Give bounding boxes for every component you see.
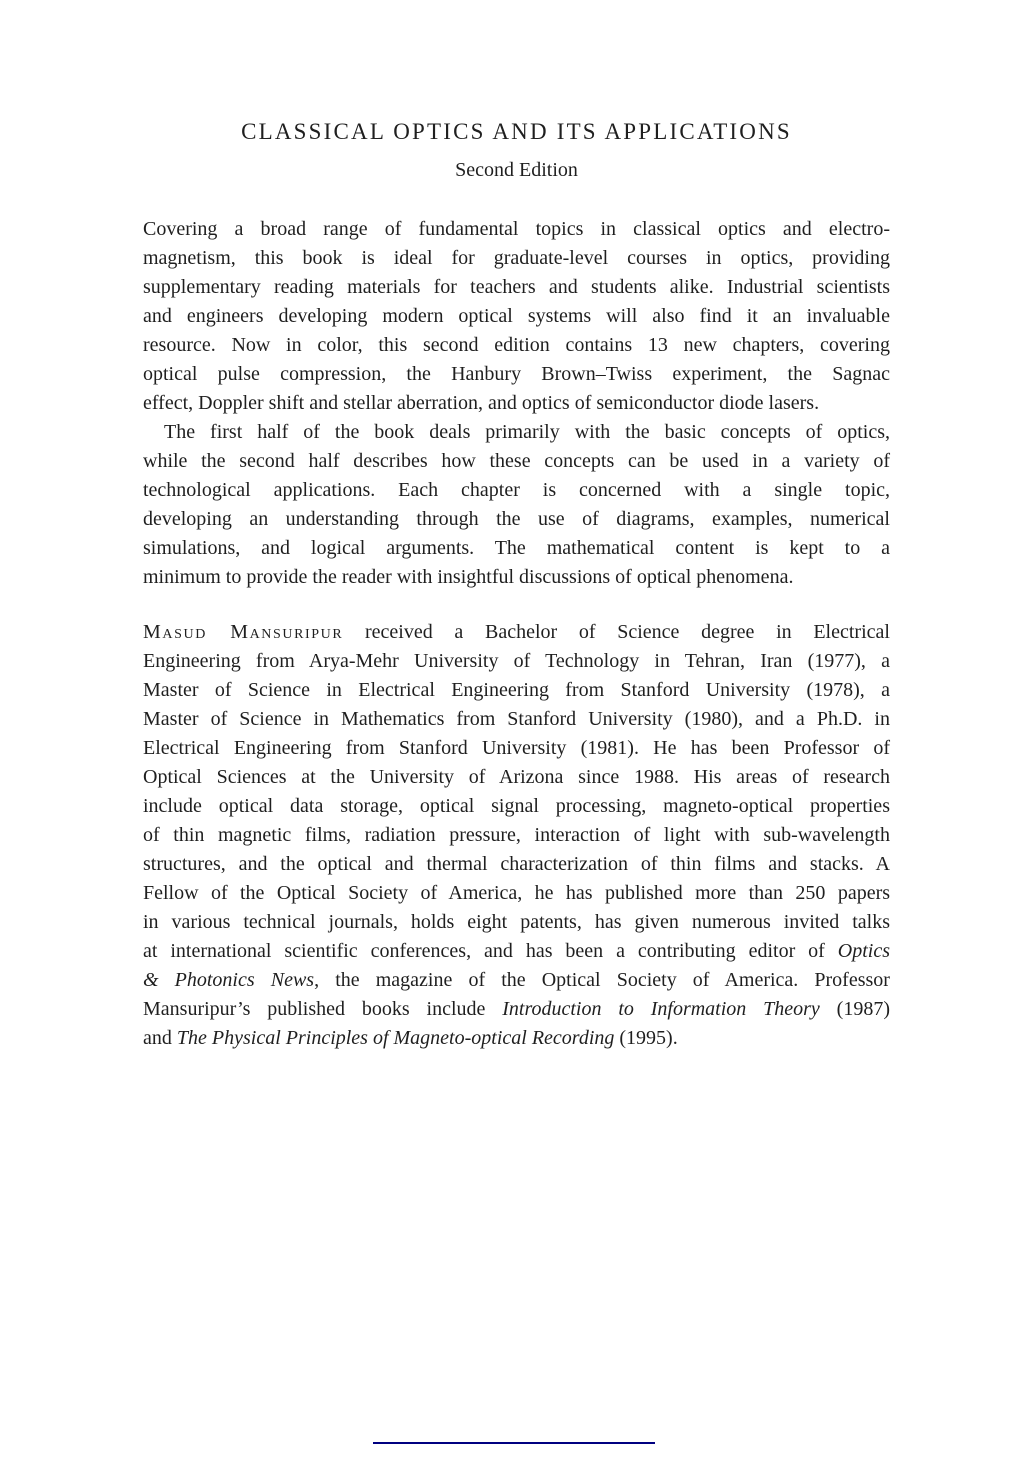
page-text-block — [143, 0, 890, 1053]
text-line: Optical Sciences at the University of Arizona since 1988. His areas of research — [143, 766, 890, 788]
text-line: in various technical journals, holds eight patents, has given numerous invited talks — [143, 911, 890, 933]
text-line: Masud Mansuripur received a Bachelor of Science degree in Electrical — [143, 621, 890, 643]
text-line: structures, and the optical and thermal characterization of thin films and stacks. A — [143, 853, 890, 875]
edition-subtitle: Second Edition — [455, 159, 578, 181]
text-line: include optical data storage, optical signal processing, magneto-optical properties — [143, 795, 890, 817]
text-line: supplementary reading materials for teachers and students alike. Industrial scientists — [143, 276, 891, 298]
text-line: & Photonics News, the magazine of the Optical Society of America. Professor — [143, 969, 890, 991]
text-line: Mansuripur’s published books include Introduction to Information Theory (1987) — [143, 998, 890, 1020]
paragraph-author-bio — [143, 618, 890, 1053]
text-line: Fellow of the Optical Society of America, he has published more than 250 papers — [143, 882, 891, 904]
footer-rule — [373, 1442, 655, 1444]
author-name: Masud Mansuripur — [143, 621, 344, 643]
text-line: resource. Now in color, this second edition contains 13 new chapters, covering — [143, 334, 890, 356]
text-line: of thin magnetic films, radiation pressure, interaction of light with sub-wavelength — [143, 824, 890, 846]
text-line: while the second half describes how these concepts can be used in a variety of — [143, 450, 890, 472]
text-line: magnetism, this book is ideal for graduate-level courses in optics, providing — [143, 247, 890, 269]
text-line: Engineering from Arya-Mehr University of Technology in Tehran, Iran (1977), a — [143, 650, 890, 672]
paragraph-book-structure — [143, 418, 890, 592]
text-line: Electrical Engineering from Stanford University (1981). He has been Professor of — [143, 737, 891, 759]
text-line: The first half of the book deals primarily with the basic concepts of optics, — [164, 421, 890, 443]
paragraph-book-description — [143, 215, 890, 418]
text-line: and engineers developing modern optical systems will also find it an invaluable — [143, 305, 890, 327]
text-line: Covering a broad range of fundamental topics in classical optics and electro- — [143, 218, 890, 240]
text-line: and The Physical Principles of Magneto-optical Recording (1995). — [143, 1027, 678, 1049]
text-line: at international scientific conferences, and has been a contributing editor of Optics — [143, 940, 890, 962]
text-line: developing an understanding through the use of diagrams, examples, numerical — [143, 508, 890, 530]
text-line: minimum to provide the reader with insightful discussions of optical phenomena. — [143, 566, 794, 588]
book-title: CLASSICAL OPTICS AND ITS APPLICATIONS — [241, 119, 792, 144]
text-line: Master of Science in Mathematics from Stanford University (1980), and a Ph.D. in — [143, 708, 890, 730]
text-line: Master of Science in Electrical Engineering from Stanford University (1978), a — [143, 679, 890, 701]
text-line: simulations, and logical arguments. The mathematical content is kept to a — [143, 537, 891, 559]
text-line: effect, Doppler shift and stellar aberration, and optics of semiconductor diode lasers. — [143, 392, 820, 414]
text-line: optical pulse compression, the Hanbury Brown–Twiss experiment, the Sagnac — [143, 363, 890, 385]
text-line: technological applications. Each chapter is concerned with a single topic, — [143, 479, 890, 501]
